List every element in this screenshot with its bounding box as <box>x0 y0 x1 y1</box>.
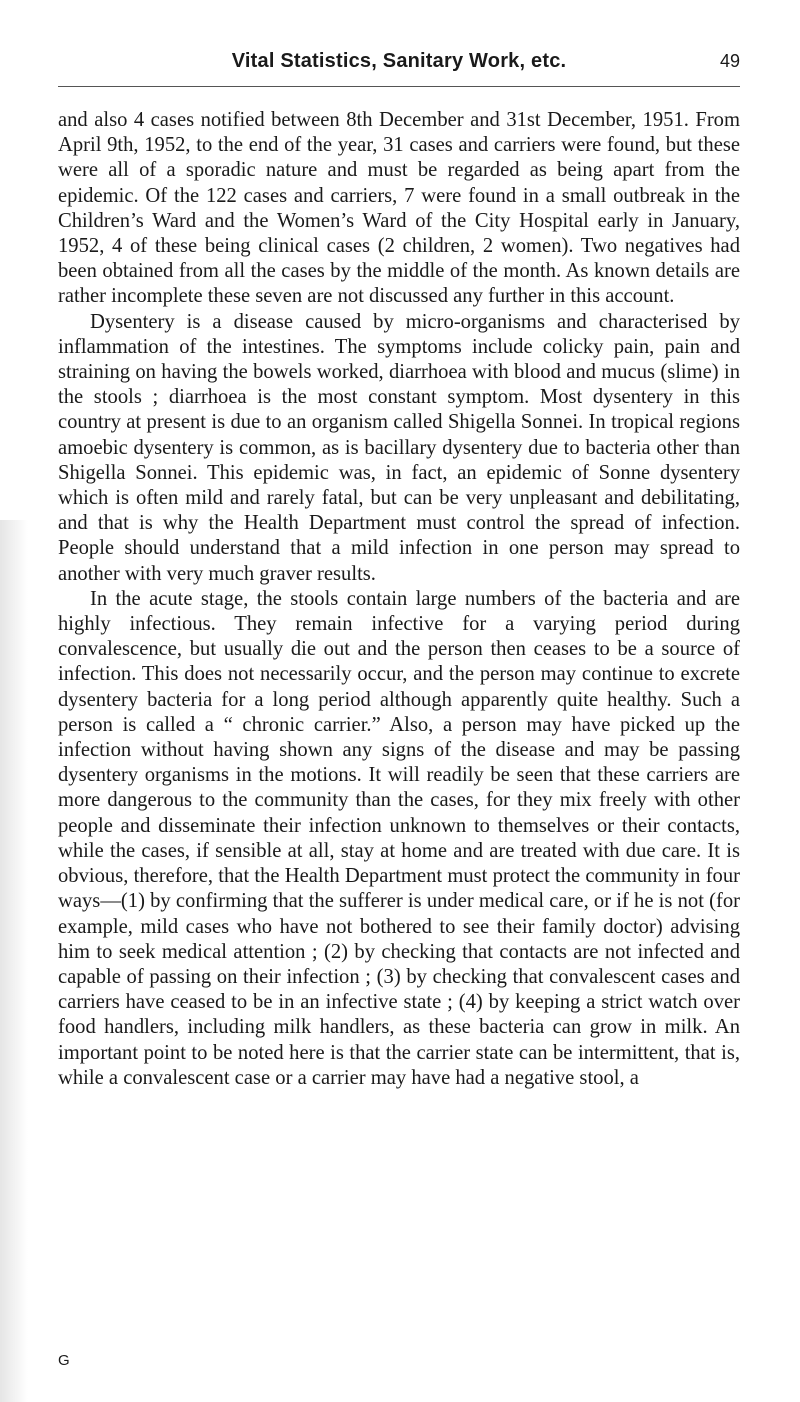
running-header <box>58 50 740 80</box>
binding-shadow <box>0 520 28 1402</box>
paragraph-continuation: and also 4 cases notified between 8th December and 31st December, 1951. From April 9th, 1952, to the end of the year, 31 cases and carriers were found, but these were all of a sporadic nature and must be regarded as being apart from the epidemic. Of the 122 cases and carriers, 7 were found in a small outbreak in the Children’s Ward and the Women’s Ward of the City Hospital early in January, 1952, 4 of these being clinical cases (2 children, 2 women). Two negatives had been obtained from all the cases by the middle of the month. As known details are rather incomplete these seven are not discussed any further in this account. <box>58 109 740 308</box>
running-header-title: Vital Statistics, Sanitary Work, etc. <box>231 50 567 72</box>
paragraph-dysentery-definition: Dysentery is a disease caused by micro-organisms and characterised by inflammation of the intestines. The symptoms include colicky pain, pain and straining on having the bowels worked, diarrhoea with blood and mucus (slime) in the stools ; diarrhoea is the most constant symptom. Most dysentery in this country at present is due to an organism called Shigella Sonnei. In tropical regions amoebic dysentery is common, as is bacillary dysentery due to bacteria other than Shigella Sonnei. This epidemic was, in fact, an epidemic of Sonne dysentery which is often mild and rarely fatal, but can be very unpleasant and debilitating, and that is why the Health Department must control the spread of infection. People should understand that a mild infection in one person may spread to another with very much graver results. <box>58 310 740 585</box>
body-text <box>58 108 740 1091</box>
signature-mark: G <box>58 1352 70 1369</box>
header-rule <box>58 86 740 87</box>
paragraph-acute-stage: In the acute stage, the stools contain large numbers of the bacteria and are highly infectious. They remain infective for a varying period during convalescence, but usually die out and the person then ceases to be a source of infection. This does not necessarily occur, and the person may continue to excrete dysentery bacteria for a long period although apparently quite healthy. Such a person is called a “ chronic carrier.” Also, a person may have picked up the infection without having shown any signs of the disease and may be passing dysentery organisms in the motions. It will readily be seen that these carriers are more dangerous to the community than the cases, for they mix freely with other people and disseminate their infection unknown to themselves or their contacts, while the cases, if sensible at all, stay at home and are treated with due care. It is obvious, therefore, that the Health Department must protect the community in four ways—(1) by confirming that the sufferer is under medical care, or if he is not (for example, mild cases who have not bothered to see their family doctor) advising him to seek medical attention ; (2) by checking that contacts are not infected and capable of passing on their infection ; (3) by checking that convalescent cases and carriers have ceased to be in an infective state ; (4) by keeping a strict watch over food handlers, including milk handlers, as these bacteria can grow in milk. An important point to be noted here is that the carrier state can be intermittent, that is, while a convalescent case or a carrier may have had a negative stool, a <box>58 587 740 1089</box>
page-number: 49 <box>719 51 740 71</box>
